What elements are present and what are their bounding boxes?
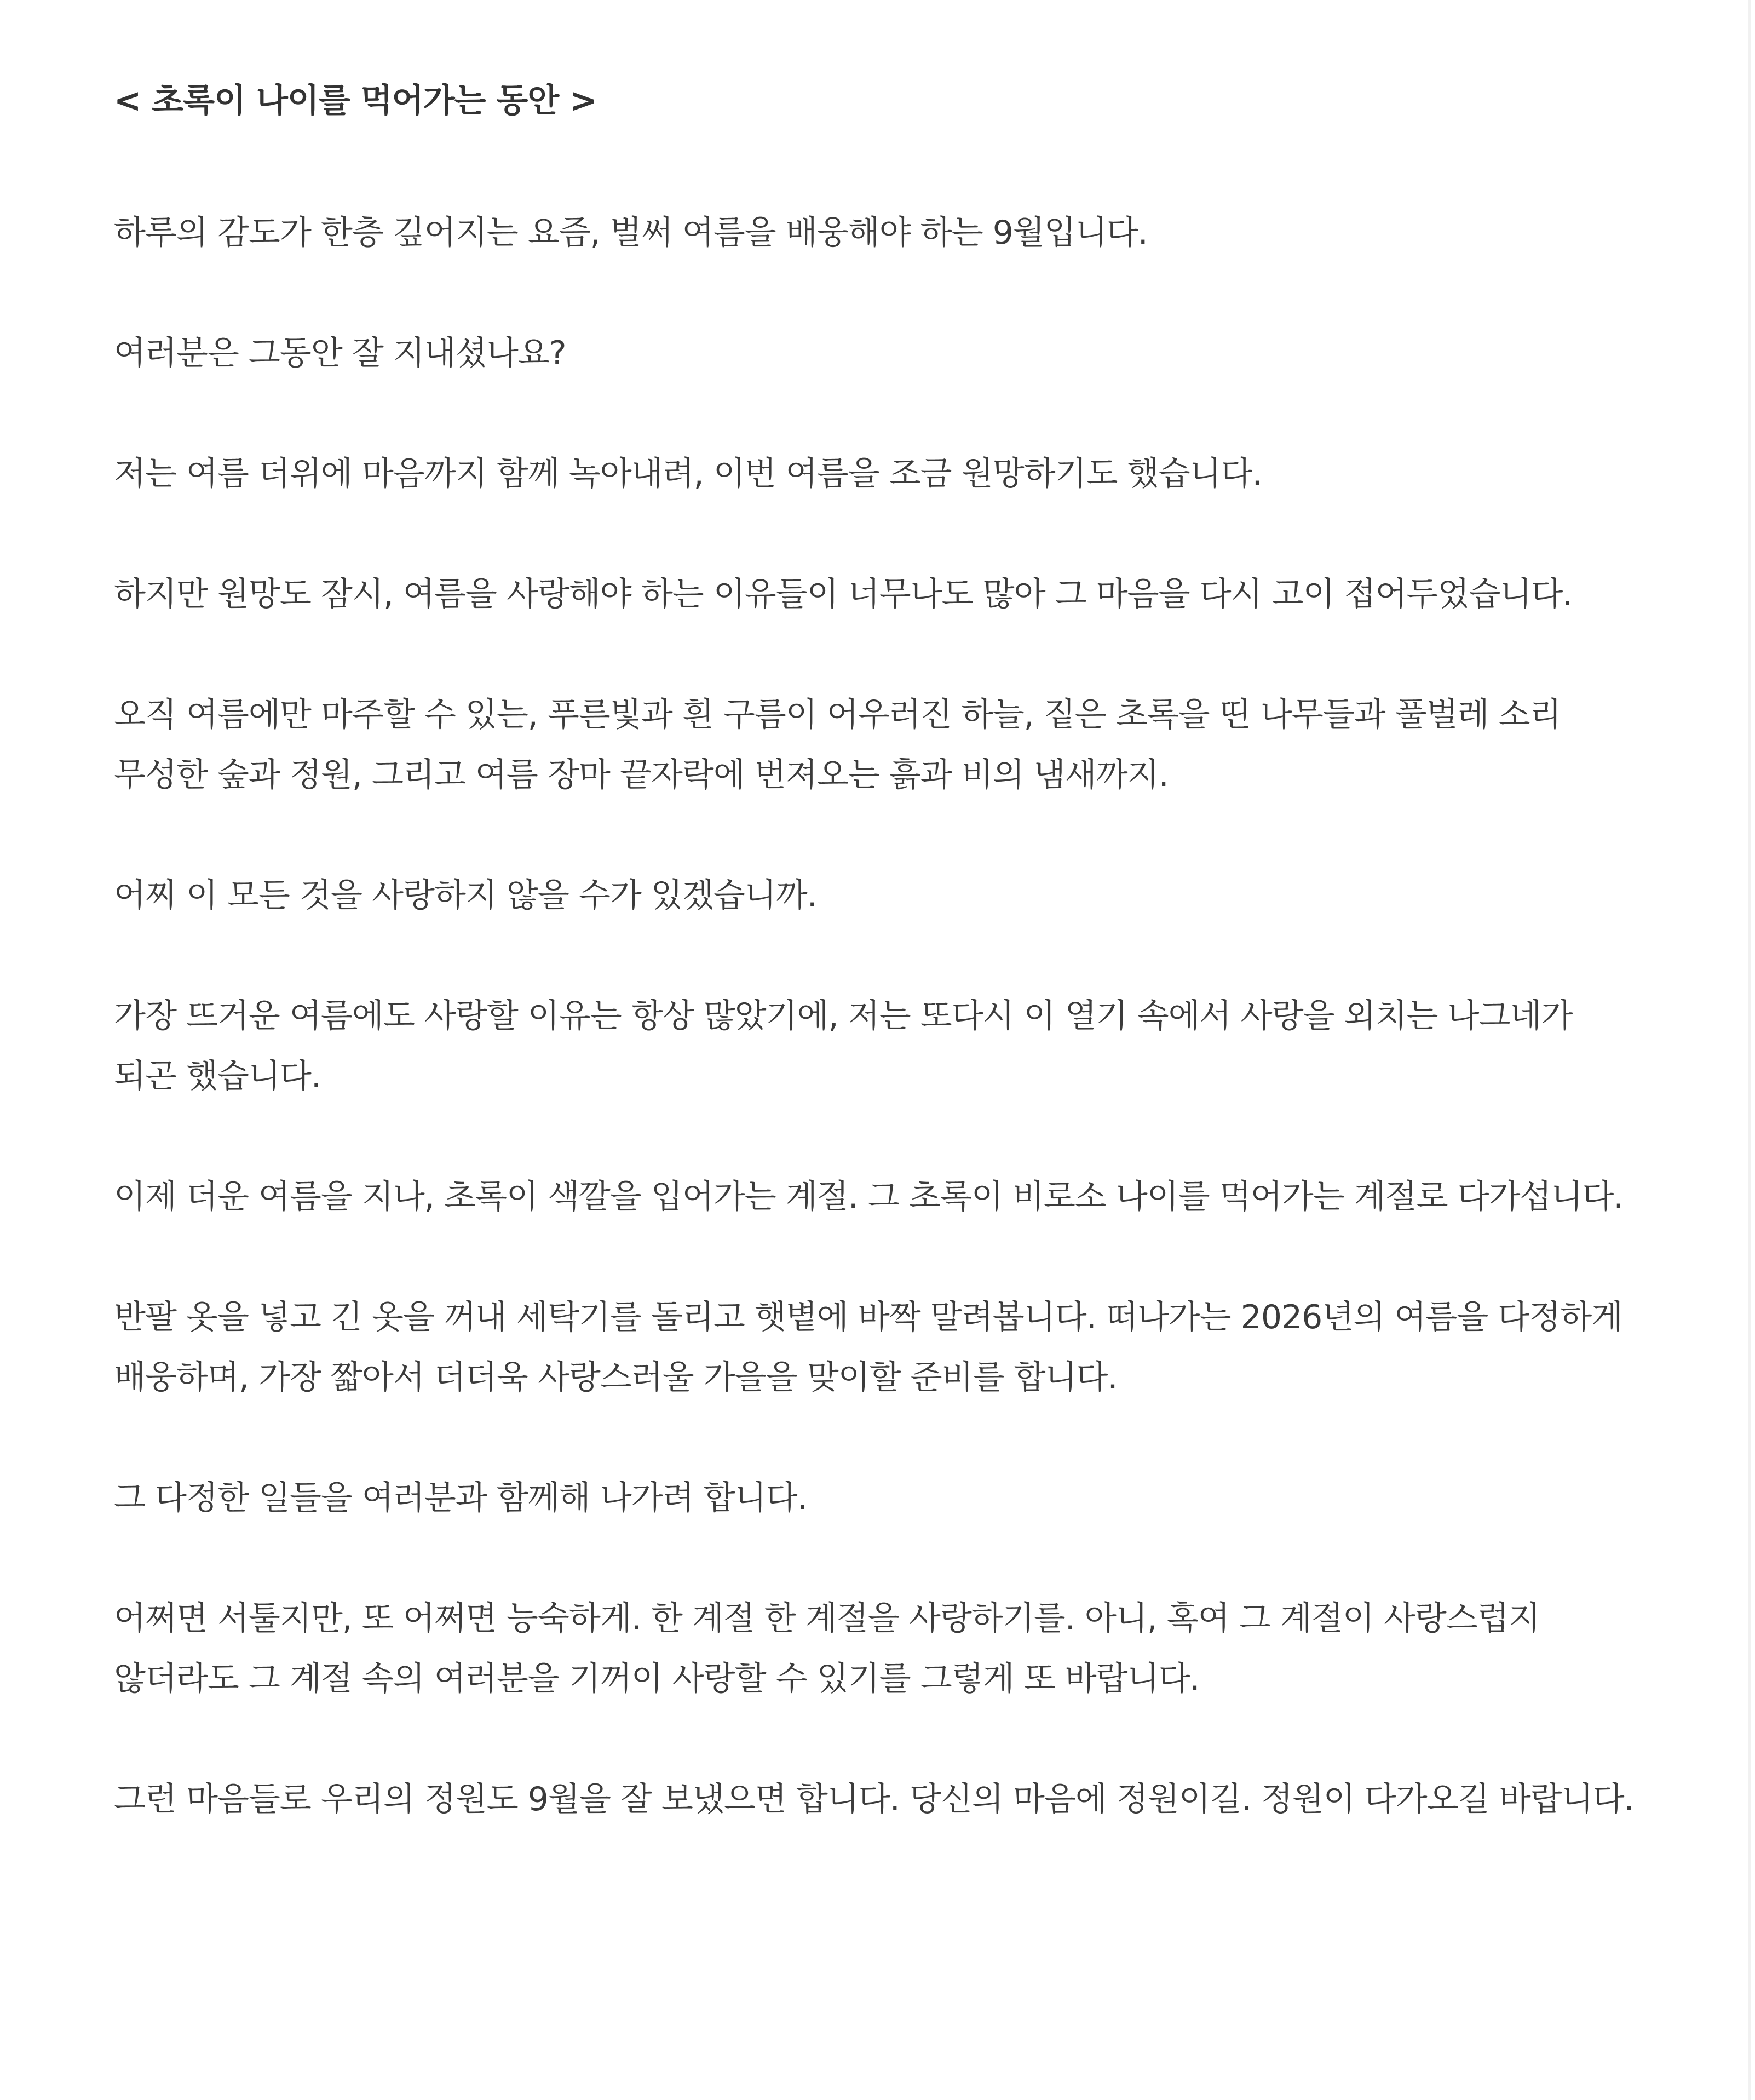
- article-body: [114, 77, 1636, 1829]
- paragraph-6: 어찌 이 모든 것을 사랑하지 않을 수가 있겠습니까.: [114, 876, 817, 915]
- paragraph-4: 하지만 원망도 잠시, 여름을 사랑해야 하는 이유들이 너무나도 많아 그 마음을 다시 고이 접어두었습니다.: [114, 575, 1573, 613]
- paragraph-9: 반팔 옷을 넣고 긴 옷을 꺼내 세탁기를 돌리고 햇볕에 바짝 말려봅니다. 떠나가는 2026년의 여름을 다정하게 배웅하며, 가장 짧아서 더더욱 사랑스러울 가을을 맞이할 준비를 합니다.: [114, 1298, 1623, 1397]
- paragraph-12: 그런 마음들로 우리의 정원도 9월을 잘 보냈으면 합니다. 당신의 마음에 정원이길. 정원이 다가오길 바랍니다.: [114, 1780, 1634, 1818]
- paragraph-7: 가장 뜨거운 여름에도 사랑할 이유는 항상 많았기에, 저는 또다시 이 열기 속에서 사랑을 외치는 나그네가 되곤 했습니다.: [114, 997, 1573, 1095]
- paragraph-8: 이제 더운 여름을 지나, 초록이 색깔을 입어가는 계절. 그 초록이 비로소 나이를 먹어가는 계절로 다가섭니다.: [114, 1178, 1624, 1216]
- paragraph-11: 어쩌면 서툴지만, 또 어쩌면 능숙하게. 한 계절 한 계절을 사랑하기를. 아니, 혹여 그 계절이 사랑스럽지 않더라도 그 계절 속의 여러분을 기꺼이 사랑할 수 있기를 그렇게 또 바랍니다.: [114, 1599, 1540, 1698]
- paragraph-2: 여러분은 그동안 잘 지내셨나요?: [114, 334, 566, 372]
- paragraph-10: 그 다정한 일들을 여러분과 함께해 나가려 합니다.: [114, 1479, 807, 1517]
- paragraph-3: 저는 여름 더위에 마음까지 함께 녹아내려, 이번 여름을 조금 원망하기도 했습니다.: [114, 455, 1262, 493]
- paragraph-1: 하루의 감도가 한층 깊어지는 요즘, 벌써 여름을 배웅해야 하는 9월입니다.: [114, 214, 1148, 252]
- paragraph-5: 오직 여름에만 마주할 수 있는, 푸른빛과 흰 구름이 어우러진 하늘, 짙은 초록을 띤 나무들과 풀벌레 소리 무성한 숲과 정원, 그리고 여름 장마 끝자락에 번져오는 흙과 비의 냄새까지.: [114, 696, 1561, 794]
- article-title: < 초록이 나이를 먹어가는 동안 >: [114, 82, 597, 120]
- scrollbar-track[interactable]: [1748, 0, 1751, 2100]
